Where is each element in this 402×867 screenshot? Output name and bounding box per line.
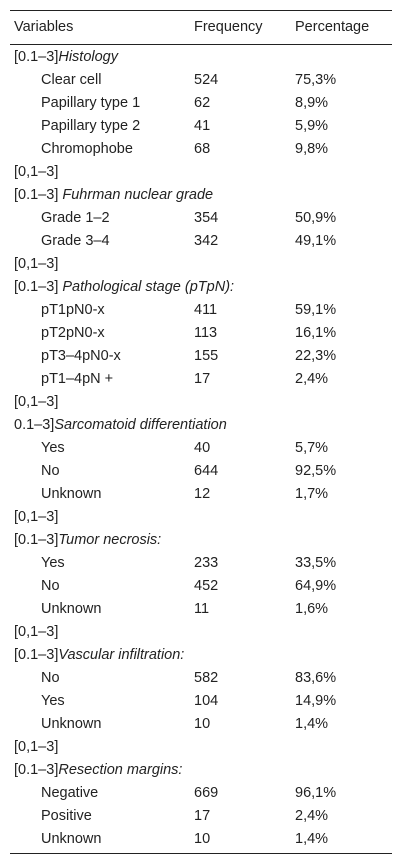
row-frequency: 155: [194, 348, 219, 364]
range-label: [0,1–3]: [14, 164, 59, 180]
range-label: [0,1–3]: [14, 509, 59, 525]
row-label: Yes: [41, 440, 65, 456]
row-percentage: 83,6%: [295, 670, 337, 686]
range-label: [0,1–3]: [14, 624, 59, 640]
row-label: Negative: [41, 785, 99, 801]
table-row: [10, 598, 392, 621]
row-frequency: 62: [194, 95, 211, 111]
group-heading: [14, 46, 118, 69]
row-label: Yes: [41, 555, 65, 571]
group-label: Resection margins:: [58, 762, 183, 778]
row-percentage: 75,3%: [295, 72, 337, 88]
table-row: [10, 483, 392, 506]
row-label: No: [41, 578, 60, 594]
table-row: [10, 345, 392, 368]
row-percentage: 1,4%: [295, 716, 329, 732]
row-percentage: 8,9%: [295, 95, 329, 111]
table-row: [10, 437, 392, 460]
row-frequency: 41: [194, 118, 211, 134]
row-percentage: 2,4%: [295, 808, 329, 824]
row-label: Yes: [41, 693, 65, 709]
row-label: Unknown: [41, 486, 102, 502]
row-frequency: 669: [194, 785, 219, 801]
row-label: Chromophobe: [41, 141, 133, 157]
row-label: pT1pN0-x: [41, 302, 105, 318]
range-label: [0,1–3]: [14, 739, 59, 755]
table-row: [10, 667, 392, 690]
group-heading: [14, 759, 182, 782]
group-prefix: [0.1–3]: [14, 187, 63, 203]
row-label: Papillary type 2: [41, 118, 141, 134]
row-percentage: 92,5%: [295, 463, 337, 479]
row-frequency: 644: [194, 463, 219, 479]
row-frequency: 17: [194, 808, 211, 824]
table-row: [10, 299, 392, 322]
table-row: [10, 368, 392, 391]
group-label: Tumor necrosis:: [58, 532, 162, 548]
group-label: Pathological stage (pTpN):: [62, 279, 235, 295]
row-frequency: 452: [194, 578, 219, 594]
group-heading-row: [10, 184, 392, 207]
row-label: Grade 1–2: [41, 210, 110, 226]
row-percentage: 33,5%: [295, 555, 337, 571]
group-prefix: [0.1–3]: [14, 532, 59, 548]
row-percentage: 2,4%: [295, 371, 329, 387]
row-label: pT1–4pN +: [41, 371, 114, 387]
table-row: [10, 828, 392, 851]
row-frequency: 104: [194, 693, 219, 709]
table-row: [10, 460, 392, 483]
table-bottom-rule: [10, 853, 392, 854]
row-frequency: 12: [194, 486, 211, 502]
range-row: [10, 621, 392, 644]
row-percentage: 1,4%: [295, 831, 329, 847]
group-prefix: 0.1–3]: [14, 417, 55, 433]
group-heading-row: [10, 529, 392, 552]
row-frequency: 10: [194, 716, 211, 732]
data-table: [10, 10, 392, 854]
row-label: No: [41, 463, 60, 479]
row-percentage: 59,1%: [295, 302, 337, 318]
table-row: [10, 552, 392, 575]
group-heading-row: [10, 759, 392, 782]
group-heading-row: [10, 644, 392, 667]
table-row: [10, 207, 392, 230]
group-heading: [14, 644, 184, 667]
row-label: Unknown: [41, 716, 102, 732]
table-row: [10, 115, 392, 138]
group-heading: [14, 529, 161, 552]
group-prefix: [0.1–3]: [14, 279, 63, 295]
group-label: Fuhrman nuclear grade: [62, 187, 214, 203]
range-label: [0,1–3]: [14, 256, 59, 272]
row-percentage: 9,8%: [295, 141, 329, 157]
row-percentage: 16,1%: [295, 325, 337, 341]
row-percentage: 1,6%: [295, 601, 329, 617]
range-label: [0,1–3]: [14, 394, 59, 410]
table-row: [10, 690, 392, 713]
row-frequency: 582: [194, 670, 219, 686]
header-percentage: Percentage: [295, 19, 370, 35]
table-row: [10, 713, 392, 736]
row-frequency: 113: [194, 325, 218, 341]
table-row: [10, 92, 392, 115]
row-frequency: 68: [194, 141, 211, 157]
row-label: Unknown: [41, 831, 102, 847]
table-body: [10, 45, 392, 853]
group-label: Histology: [58, 49, 118, 65]
group-heading: [14, 184, 213, 207]
row-label: Grade 3–4: [41, 233, 110, 249]
group-label: Vascular infiltration:: [58, 647, 185, 663]
row-label: Clear cell: [41, 72, 102, 88]
row-percentage: 1,7%: [295, 486, 329, 502]
row-percentage: 96,1%: [295, 785, 337, 801]
row-frequency: 524: [194, 72, 219, 88]
row-frequency: 233: [194, 555, 219, 571]
table-row: [10, 138, 392, 161]
row-percentage: 22,3%: [295, 348, 337, 364]
table-row: [10, 322, 392, 345]
row-label: No: [41, 670, 60, 686]
group-prefix: [0.1–3]: [14, 49, 59, 65]
header-frequency: Frequency: [194, 19, 263, 35]
row-percentage: 14,9%: [295, 693, 337, 709]
row-frequency: 17: [194, 371, 211, 387]
row-frequency: 10: [194, 831, 211, 847]
table-row: [10, 575, 392, 598]
table-header-row: [10, 11, 392, 44]
range-row: [10, 253, 392, 276]
group-heading-row: [10, 276, 392, 299]
range-row: [10, 391, 392, 414]
row-frequency: 354: [194, 210, 219, 226]
group-label: Sarcomatoid differentiation: [54, 417, 227, 433]
group-prefix: [0.1–3]: [14, 762, 59, 778]
row-percentage: 50,9%: [295, 210, 337, 226]
range-row: [10, 506, 392, 529]
row-label: Unknown: [41, 601, 102, 617]
row-label: pT2pN0-x: [41, 325, 105, 341]
range-row: [10, 161, 392, 184]
row-frequency: 342: [194, 233, 219, 249]
row-label: Papillary type 1: [41, 95, 141, 111]
row-frequency: 11: [194, 601, 210, 617]
range-row: [10, 736, 392, 759]
group-prefix: [0.1–3]: [14, 647, 59, 663]
group-heading-row: [10, 46, 392, 69]
table-row: [10, 69, 392, 92]
group-heading-row: [10, 414, 392, 437]
row-percentage: 49,1%: [295, 233, 337, 249]
row-percentage: 64,9%: [295, 578, 337, 594]
row-frequency: 411: [194, 302, 218, 318]
group-heading: [14, 414, 227, 437]
row-percentage: 5,9%: [295, 118, 329, 134]
table-row: [10, 230, 392, 253]
table-row: [10, 782, 392, 805]
row-label: Positive: [41, 808, 92, 824]
row-label: pT3–4pN0-x: [41, 348, 121, 364]
group-heading: [14, 276, 234, 299]
row-frequency: 40: [194, 440, 211, 456]
header-variables: Variables: [14, 19, 74, 35]
table-row: [10, 805, 392, 828]
row-percentage: 5,7%: [295, 440, 329, 456]
